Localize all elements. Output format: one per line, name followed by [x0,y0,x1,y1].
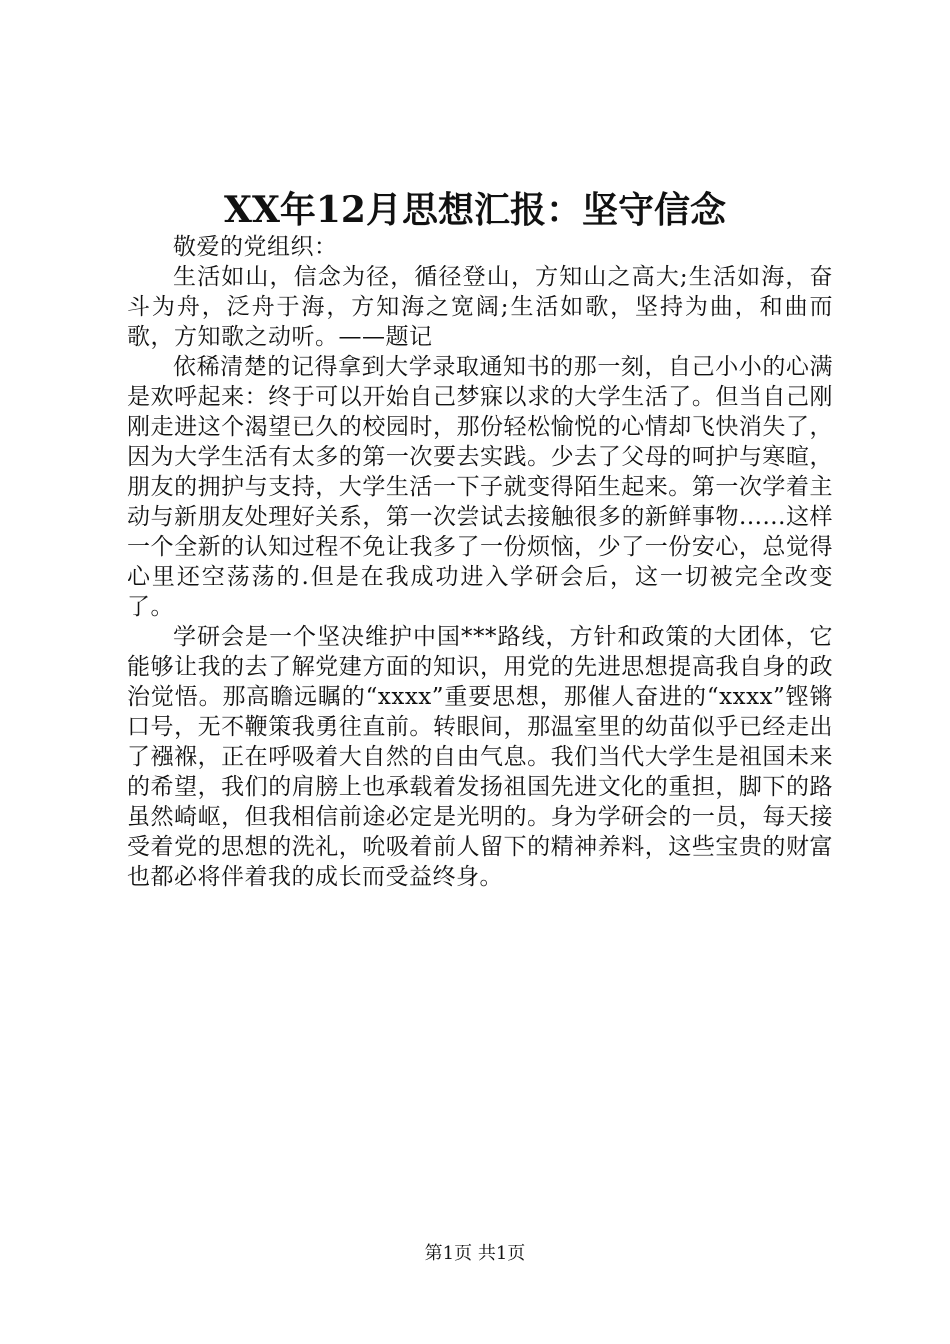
paragraph-epigraph: 生活如山，信念为径，循径登山，方知山之高大;生活如海，奋斗为舟，泛舟于海，方知海之宽阔;生活如歌，坚持为曲，和曲而歌，方知歌之动听。——题记 [127,264,833,350]
paragraph-university: 依稀清楚的记得拿到大学录取通知书的那一刻，自己小小的心满是欢呼起来：终于可以开始自己梦寐以求的大学生活了。但当自己刚刚走进这个渴望已久的校园时，那份轻松愉悦的心情却飞快消失了，因为大学生活有太多的第一次要去实践。少去了父母的呵护与寒暄，朋友的拥护与支持，大学生活一下子就变得陌生起来。第一次学着主动与新朋友处理好关系，第一次尝试去接触很多的新鲜事物......这样一个全新的认知过程不免让我多了一份烦恼，少了一份安心，总觉得心里还空荡荡的.但是在我成功进入学研会后，这一切被完全改变了。 [127,354,833,620]
paragraph-association: 学研会是一个坚决维护中国***路线，方针和政策的大团体，它能够让我的去了解党建方面的知识，用党的先进思想提高我自身的政治觉悟。那高瞻远瞩的“xxxx”重要思想，那催人奋进的“xxxx”铿锵口号，无不鞭策我勇往直前。转眼间，那温室里的幼苗似乎已经走出了襁褓，正在呼吸着大自然的自由气息。我们当代大学生是祖国未来的希望，我们的肩膀上也承载着发扬祖国先进文化的重担，脚下的路虽然崎岖，但我相信前途必定是光明的。身为学研会的一员，每天接受着党的思想的洗礼，吮吸着前人留下的精神养料，这些宝贵的财富也都必将伴着我的成长而受益终身。 [127,624,833,890]
salutation: 敬爱的党组织： [173,234,338,260]
document-body [127,232,833,892]
page-footer: 第1页 共1页 [424,1243,526,1264]
document-title: XX年12月思想汇报：坚守信念 [224,189,726,231]
